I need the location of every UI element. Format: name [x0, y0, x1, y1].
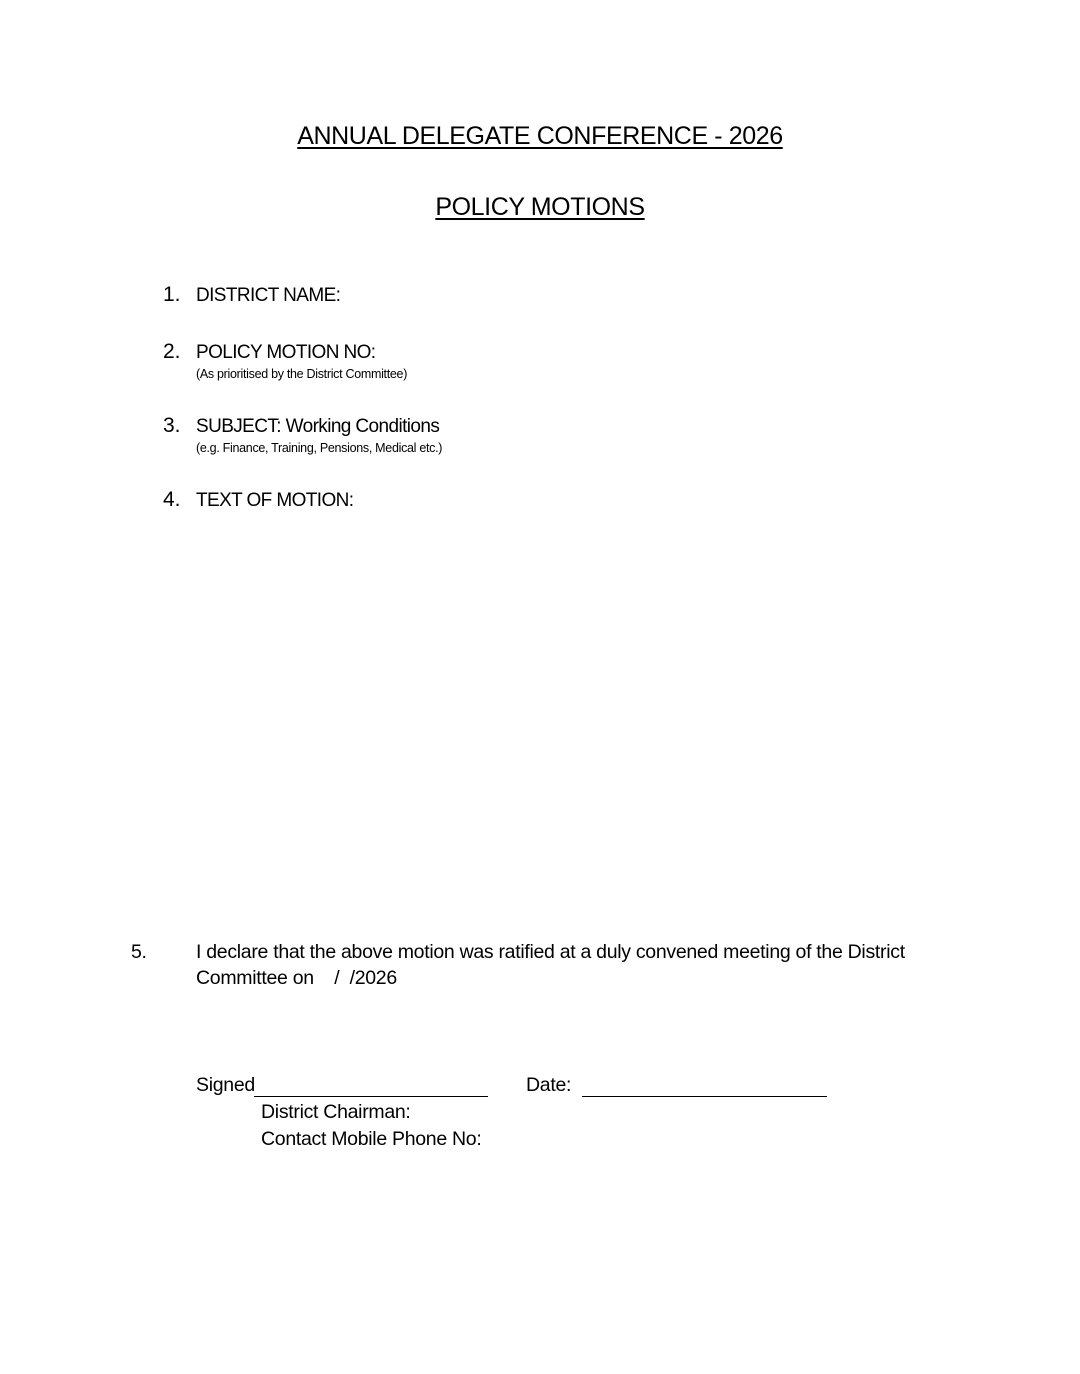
signed-label: Signed [196, 1074, 255, 1096]
item-number-4: 4. [163, 488, 181, 511]
subject-note: (e.g. Finance, Training, Pensions, Medical etc.) [196, 441, 443, 455]
page-subtitle: POLICY MOTIONS [435, 193, 645, 221]
date-line [582, 1096, 827, 1097]
declaration-line-1: I declare that the above motion was ratified at a duly convened meeting of the District [196, 941, 905, 963]
district-chairman-label: District Chairman: [261, 1101, 411, 1123]
policy-motion-no-label: POLICY MOTION NO: [196, 342, 376, 363]
district-name-label: DISTRICT NAME: [196, 285, 341, 306]
policy-motion-no-note: (As prioritised by the District Committee) [196, 367, 408, 381]
subject-label: SUBJECT: Working Conditions [196, 416, 440, 437]
declaration-number: 5. [131, 941, 147, 963]
item-number-1: 1. [163, 283, 181, 306]
text-of-motion-label: TEXT OF MOTION: [196, 490, 354, 511]
date-label: Date: [526, 1074, 572, 1096]
page-title: ANNUAL DELEGATE CONFERENCE - 2026 [297, 122, 783, 150]
item-number-2: 2. [163, 340, 181, 363]
item-number-3: 3. [163, 414, 181, 437]
contact-phone-label: Contact Mobile Phone No: [261, 1128, 482, 1150]
signature-line [254, 1096, 488, 1097]
declaration-line-2: Committee on / /2026 [196, 967, 397, 989]
